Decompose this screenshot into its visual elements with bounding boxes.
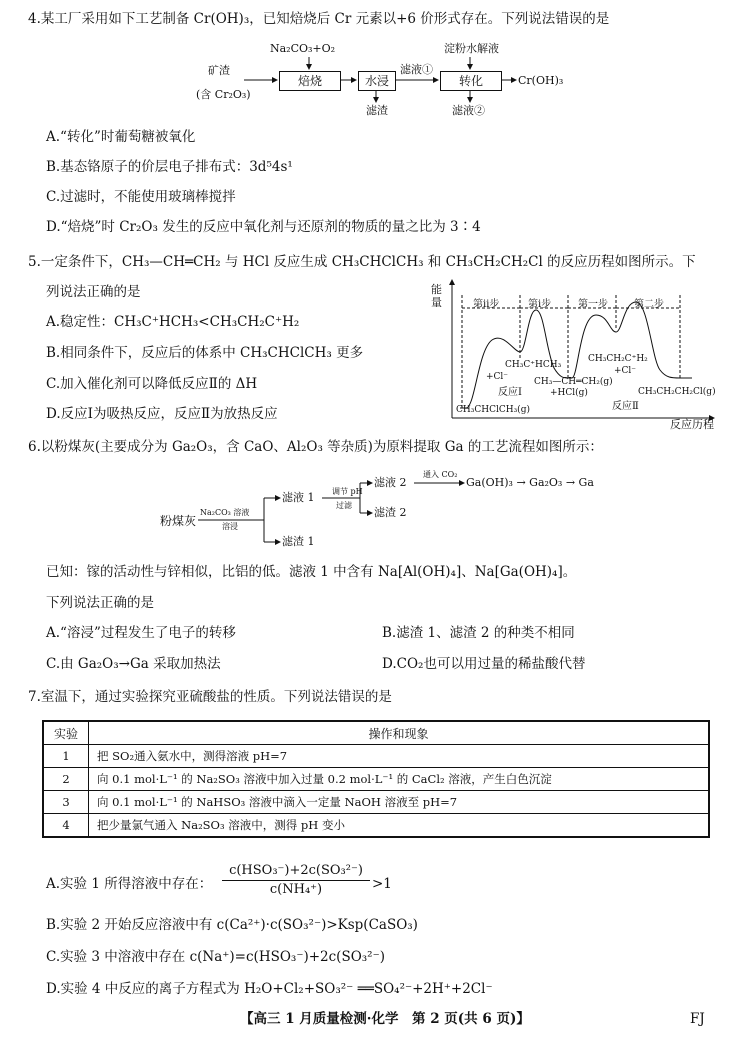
q5-ylabel-1: 能 (431, 283, 442, 296)
table-header-row (43, 721, 709, 745)
q5-option-c: C.加入催化剂可以降低反应Ⅱ的 ΔH (46, 376, 258, 392)
q4-product: Cr(OH)₃ (518, 74, 564, 87)
q5-reaction-2: 反应Ⅱ (612, 401, 639, 412)
q5-product-2: CH₃CH₂CH₂Cl(g) (638, 387, 716, 397)
q4-start-note: (含 Cr₂O₃) (196, 88, 251, 101)
q7-option-c: C.实验 3 中溶液中存在 c(Na⁺)=c(HSO₃⁻)+2c(SO₃²⁻) (46, 949, 385, 965)
fraction-numerator: c(HSO₃⁻)+2c(SO₃²⁻) (222, 862, 370, 881)
q7-option-a-prefix: A.实验 1 所得溶液中存在： (46, 876, 213, 892)
table-row (43, 745, 709, 768)
table-cell-num: 2 (43, 768, 89, 791)
table-cell-num: 4 (43, 814, 89, 838)
q7-option-a-fraction (222, 862, 370, 899)
q6-filtrate-1: 滤液 1 (282, 491, 315, 504)
q5-ylabel-2: 量 (431, 296, 442, 309)
q5-reaction-1: 反应Ⅰ (498, 387, 522, 398)
q5-step-2: 第二步 (634, 299, 664, 310)
q4-option-d: D.“焙烧”时 Cr₂O₃ 发生的反应中氧化剂与还原剂的物质的量之比为 3∶4 (46, 219, 481, 235)
table-row (43, 814, 709, 838)
q6-op2-top: 调节 pH (332, 487, 363, 496)
q5-xlabel: 反应历程 (670, 418, 714, 431)
q6-op1-top: Na₂CO₃ 溶液 (200, 508, 250, 517)
q6-op2-bottom: 过滤 (336, 501, 352, 510)
q7-option-a-suffix: >1 (372, 876, 392, 892)
q5-option-b: B.相同条件下，反应后的体系中 CH₃CHClCH₃ 更多 (46, 345, 364, 361)
q5-product-1: CH₃CHClCH₃(g) (456, 405, 530, 415)
q4-box-convert: 转化 (440, 71, 502, 91)
q6-residue-2: 滤渣 2 (374, 506, 407, 519)
table-row (43, 768, 709, 791)
table-cell-num: 1 (43, 745, 89, 768)
q7-stem: 7.室温下，通过实验探究亚硫酸盐的性质。下列说法错误的是 (28, 689, 392, 705)
footer-code: FJ (690, 1011, 705, 1027)
q6-op3: 通入 CO₂ (423, 470, 458, 479)
q6-start: 粉煤灰 (160, 514, 197, 528)
q5-stem-line1: 5.一定条件下，CH₃—CH═CH₂ 与 HCl 反应生成 CH₃CHClCH₃ 和 CH₃CH₂CH₂Cl 的反应历程如图所示。下 (28, 254, 696, 270)
q5-start-hcl: +HCl(g) (550, 388, 588, 398)
table-header-op: 操作和现象 (89, 721, 710, 745)
table-row (43, 791, 709, 814)
q6-filtrate-2: 滤液 2 (374, 476, 407, 489)
q5-stem-line2: 列说法正确的是 (46, 284, 141, 300)
q5-species-left: CH₃C⁺HCH₃ (505, 360, 562, 370)
table-header-exp: 实验 (43, 721, 89, 745)
q5-option-d: D.反应Ⅰ为吸热反应，反应Ⅱ为放热反应 (46, 406, 278, 422)
q6-option-b: B.滤渣 1、滤渣 2 的种类不相同 (382, 625, 575, 641)
q5-species-left-cl: +Cl⁻ (486, 372, 509, 382)
q6-op1-bottom: 溶浸 (222, 522, 238, 531)
q4-box-roast: 焙烧 (279, 71, 341, 91)
q6-known-1: 已知：镓的活动性与锌相似，比铝的低。滤液 1 中含有 Na[Al(OH)₄]、Na[Ga(OH)₄]。 (46, 564, 577, 580)
q4-residue: 滤渣 (366, 104, 388, 117)
q6-option-d: D.CO₂也可以用过量的稀盐酸代替 (382, 656, 586, 672)
q5-step-ii: 第ⅱ步 (473, 299, 500, 310)
q6-known-2: 下列说法正确的是 (46, 595, 154, 611)
table-cell-num: 3 (43, 791, 89, 814)
q5-energy-curves (420, 270, 720, 430)
q4-start: 矿渣 (208, 64, 230, 77)
q5-start-species: CH₃—CH═CH₂(g) (534, 377, 613, 387)
q4-option-b: B.基态铬原子的价层电子排布式：3d⁵4s¹ (46, 159, 293, 175)
q4-stem: 4.某工厂采用如下工艺制备 Cr(OH)₃，已知焙烧后 Cr 元素以+6 价形式存在。下列说法错误的是 (28, 11, 610, 27)
q7-option-d: D.实验 4 中反应的离子方程式为 H₂O+Cl₂+SO₃²⁻ ══SO₄²⁻+2H⁺+2Cl⁻ (46, 981, 493, 997)
q4-flow-arrows (0, 0, 739, 130)
fraction-denominator: c(NH₄⁺) (269, 882, 323, 897)
q6-option-c: C.由 Ga₂O₃→Ga 采取加热法 (46, 656, 221, 672)
table-cell-desc: 把少量氯气通入 Na₂SO₃ 溶液中，测得 pH 变小 (89, 814, 710, 838)
q5-species-right: CH₃CH₂C⁺H₂ (588, 354, 648, 364)
q6-residue-1: 滤渣 1 (282, 535, 315, 548)
q4-reagent1: Na₂CO₃+O₂ (270, 42, 336, 55)
table-cell-desc: 向 0.1 mol·L⁻¹ 的 Na₂SO₃ 溶液中加入过量 0.2 mol·L⁻¹ 的 CaCl₂ 溶液，产生白色沉淀 (89, 768, 710, 791)
q6-stem: 6.以粉煤灰(主要成分为 Ga₂O₃，含 CaO、Al₂O₃ 等杂质)为原料提取 Ga 的工艺流程如图所示： (28, 439, 603, 455)
q4-option-a: A.“转化”时葡萄糖被氧化 (46, 129, 196, 145)
q4-filtrate2: 滤液② (452, 104, 485, 117)
table-cell-desc: 向 0.1 mol·L⁻¹ 的 NaHSO₃ 溶液中滴入一定量 NaOH 溶液至 pH=7 (89, 791, 710, 814)
q5-step-i: 第ⅰ步 (528, 299, 552, 310)
q4-box-leach: 水浸 (358, 71, 396, 91)
q5-species-right-cl: +Cl⁻ (614, 366, 637, 376)
q6-option-a: A.“溶浸”过程发生了电子的转移 (46, 625, 236, 641)
q5-option-a: A.稳定性：CH₃C⁺HCH₃<CH₃CH₂C⁺H₂ (46, 314, 300, 330)
q4-reagent2: 淀粉水解液 (444, 42, 499, 55)
q6-product-chain: Ga(OH)₃ → Ga₂O₃ → Ga (466, 476, 594, 489)
q4-option-c: C.过滤时，不能使用玻璃棒搅拌 (46, 189, 236, 205)
q4-filtrate1: 滤液① (400, 63, 433, 76)
q5-step-1: 第一步 (578, 299, 608, 310)
footer-page-info: 【高三 1 月质量检测·化学 第 2 页(共 6 页)】 (240, 1011, 530, 1027)
table-cell-desc: 把 SO₂通入氨水中，测得溶液 pH=7 (89, 745, 710, 768)
q7-experiment-table (42, 720, 710, 838)
q7-option-b: B.实验 2 开始反应溶液中有 c(Ca²⁺)·c(SO₃²⁻)>Ksp(CaSO₃) (46, 917, 418, 933)
q6-flow-arrows (0, 460, 739, 560)
